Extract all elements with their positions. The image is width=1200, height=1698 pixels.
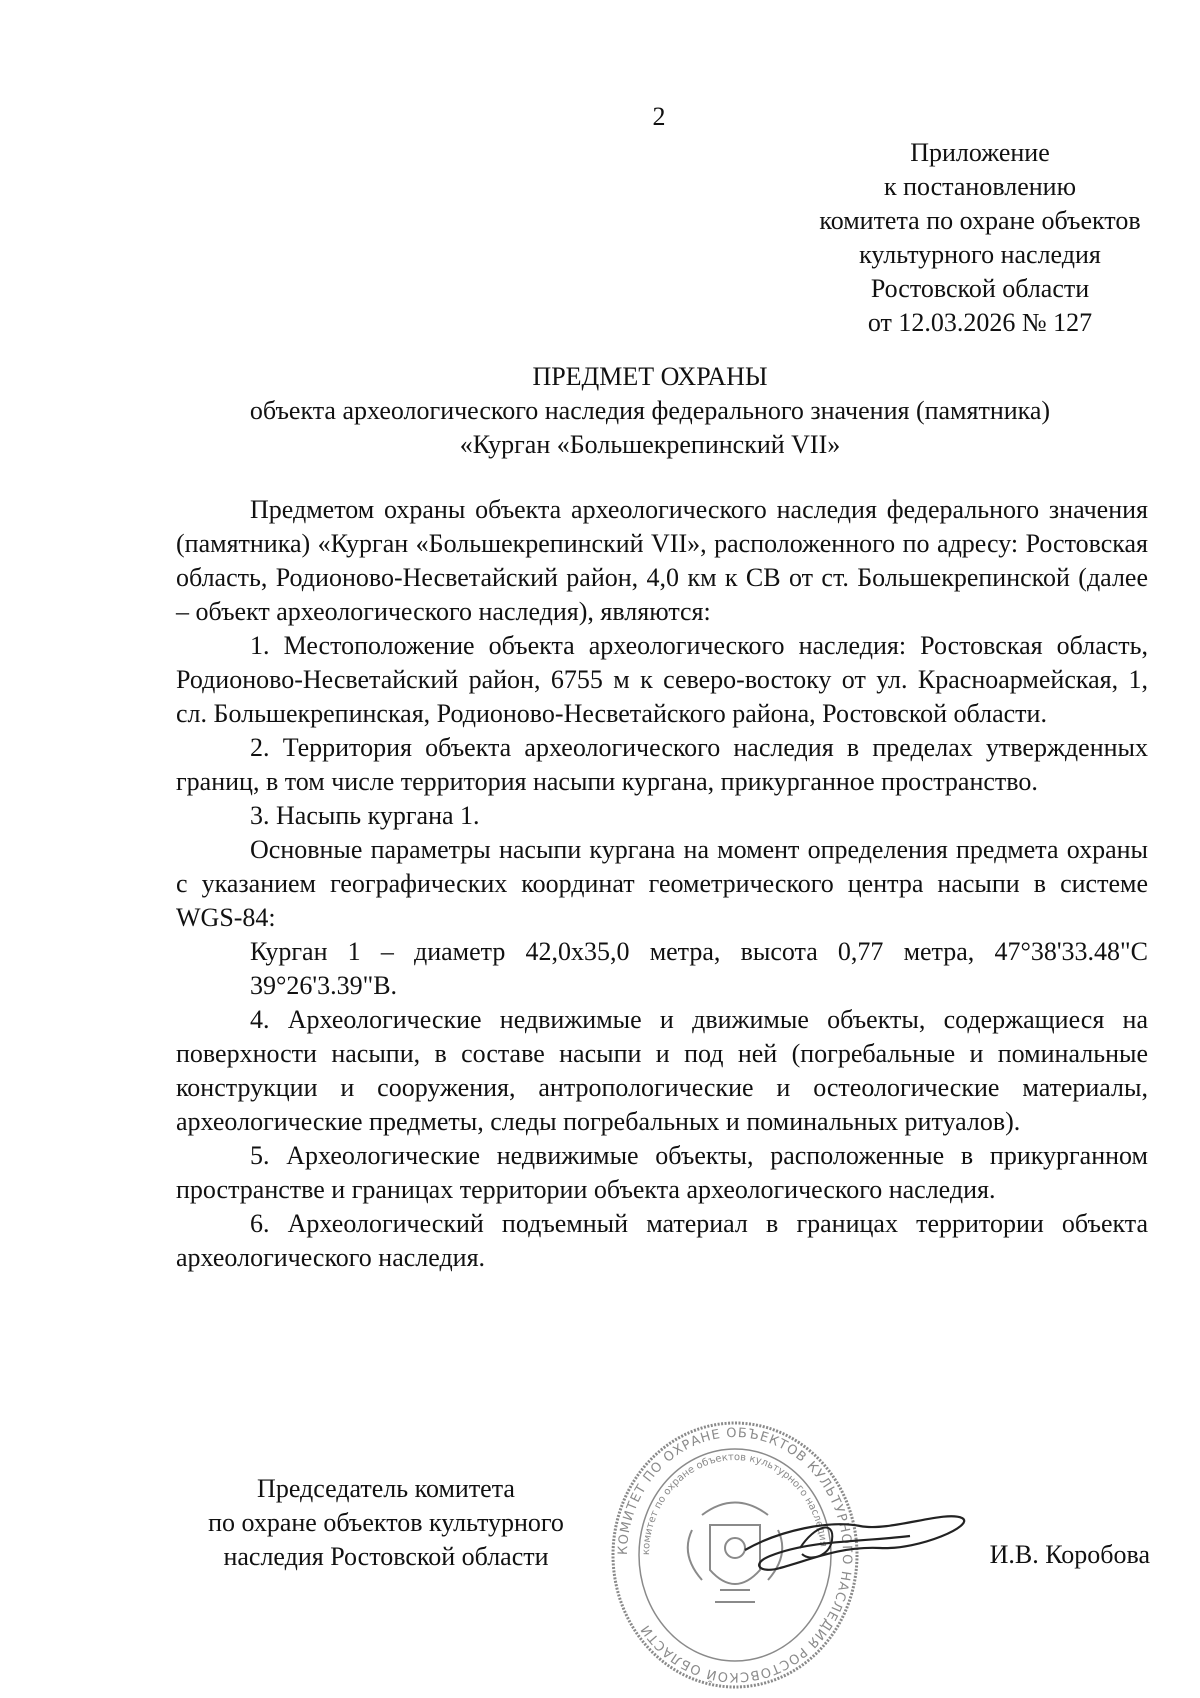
document-body: [176, 493, 1148, 1275]
position-line: Председатель комитета: [257, 1474, 515, 1503]
item-4-paragraph: 4. Археологические недвижимые и движимые объекты, содержащиеся на поверхности насыпи, в составе насыпи и под ней (погребальные и поминальные конструкции и сооружения, антропологические и остеологические материалы, археологические предметы, следы погребальных и поминальных ритуалов).: [176, 1005, 1148, 1136]
document-title: [176, 360, 1124, 462]
handwritten-signature: [740, 1490, 970, 1580]
signatory-name: И.В. Коробова: [989, 1540, 1150, 1569]
appendix-block: [770, 136, 1190, 340]
appendix-line: Приложение: [910, 138, 1050, 167]
coordinates-paragraph: Курган 1 – диаметр 42,0х35,0 метра, высота 0,77 метра, 47°38'33.48"С 39°26'3.39"В.: [250, 937, 1148, 1000]
signatory-position: [176, 1472, 596, 1574]
appendix-line: к постановлению: [883, 172, 1077, 201]
item-3-paragraph: 3. Насыпь кургана 1.: [250, 801, 480, 830]
appendix-line: от 12.03.2026 № 127: [867, 308, 1093, 337]
parameters-paragraph: Основные параметры насыпи кургана на момент определения предмета охраны с указанием географических координат геометрического центра насыпи в системе WGS-84:: [176, 835, 1148, 932]
stamp-inner-text: комитет по охране объектов культурного наследия: [640, 1451, 829, 1556]
item-6-paragraph: 6. Археологический подъемный материал в границах территории объекта археологического наследия.: [176, 1209, 1148, 1272]
appendix-line: комитета по охране объектов: [819, 206, 1141, 235]
item-2-paragraph: 2. Территория объекта археологического наследия в пределах утвержденных границ, в том числе территория насыпи кургана, прикурганное пространство.: [176, 733, 1148, 796]
title-heading: ПРЕДМЕТ ОХРАНЫ: [532, 362, 768, 391]
intro-paragraph: Предметом охраны объекта археологического наследия федерального значения (памятника) «Курган «Большекрепинский VII», расположенного по адресу: Ростовская область, Родионово-Несветайский район, 4,0 км к СВ от ст. Большекрепинской (далее – объект археологического наследия), являются:: [176, 495, 1148, 626]
position-line: наследия Ростовской области: [223, 1542, 549, 1571]
title-object-name: «Курган «Большекрепинский VII»: [459, 430, 841, 459]
appendix-line: культурного наследия: [859, 240, 1101, 269]
stamp-outer-text: КОМИТЕТ ПО ОХРАНЕ ОБЪЕКТОВ КУЛЬТУРНОГО НАСЛЕДИЯ РОСТОВСКОЙ ОБЛАСТИ: [615, 1425, 855, 1685]
item-1-paragraph: 1. Местоположение объекта археологического наследия: Ростовская область, Родионово-Несветайский район, 6755 м к северо-востоку от ул. Красноармейская, 1, сл. Большекрепинская, Родионово-Несветайского района, Ростовской области.: [176, 631, 1148, 728]
page-number: 2: [652, 102, 666, 131]
appendix-line: Ростовской области: [870, 274, 1090, 303]
position-line: по охране объектов культурного: [208, 1508, 564, 1537]
item-5-paragraph: 5. Археологические недвижимые объекты, расположенные в прикурганном пространстве и границах территории объекта археологического наследия.: [176, 1141, 1148, 1204]
title-subtitle: объекта археологического наследия федерального значения (памятника): [249, 396, 1051, 425]
